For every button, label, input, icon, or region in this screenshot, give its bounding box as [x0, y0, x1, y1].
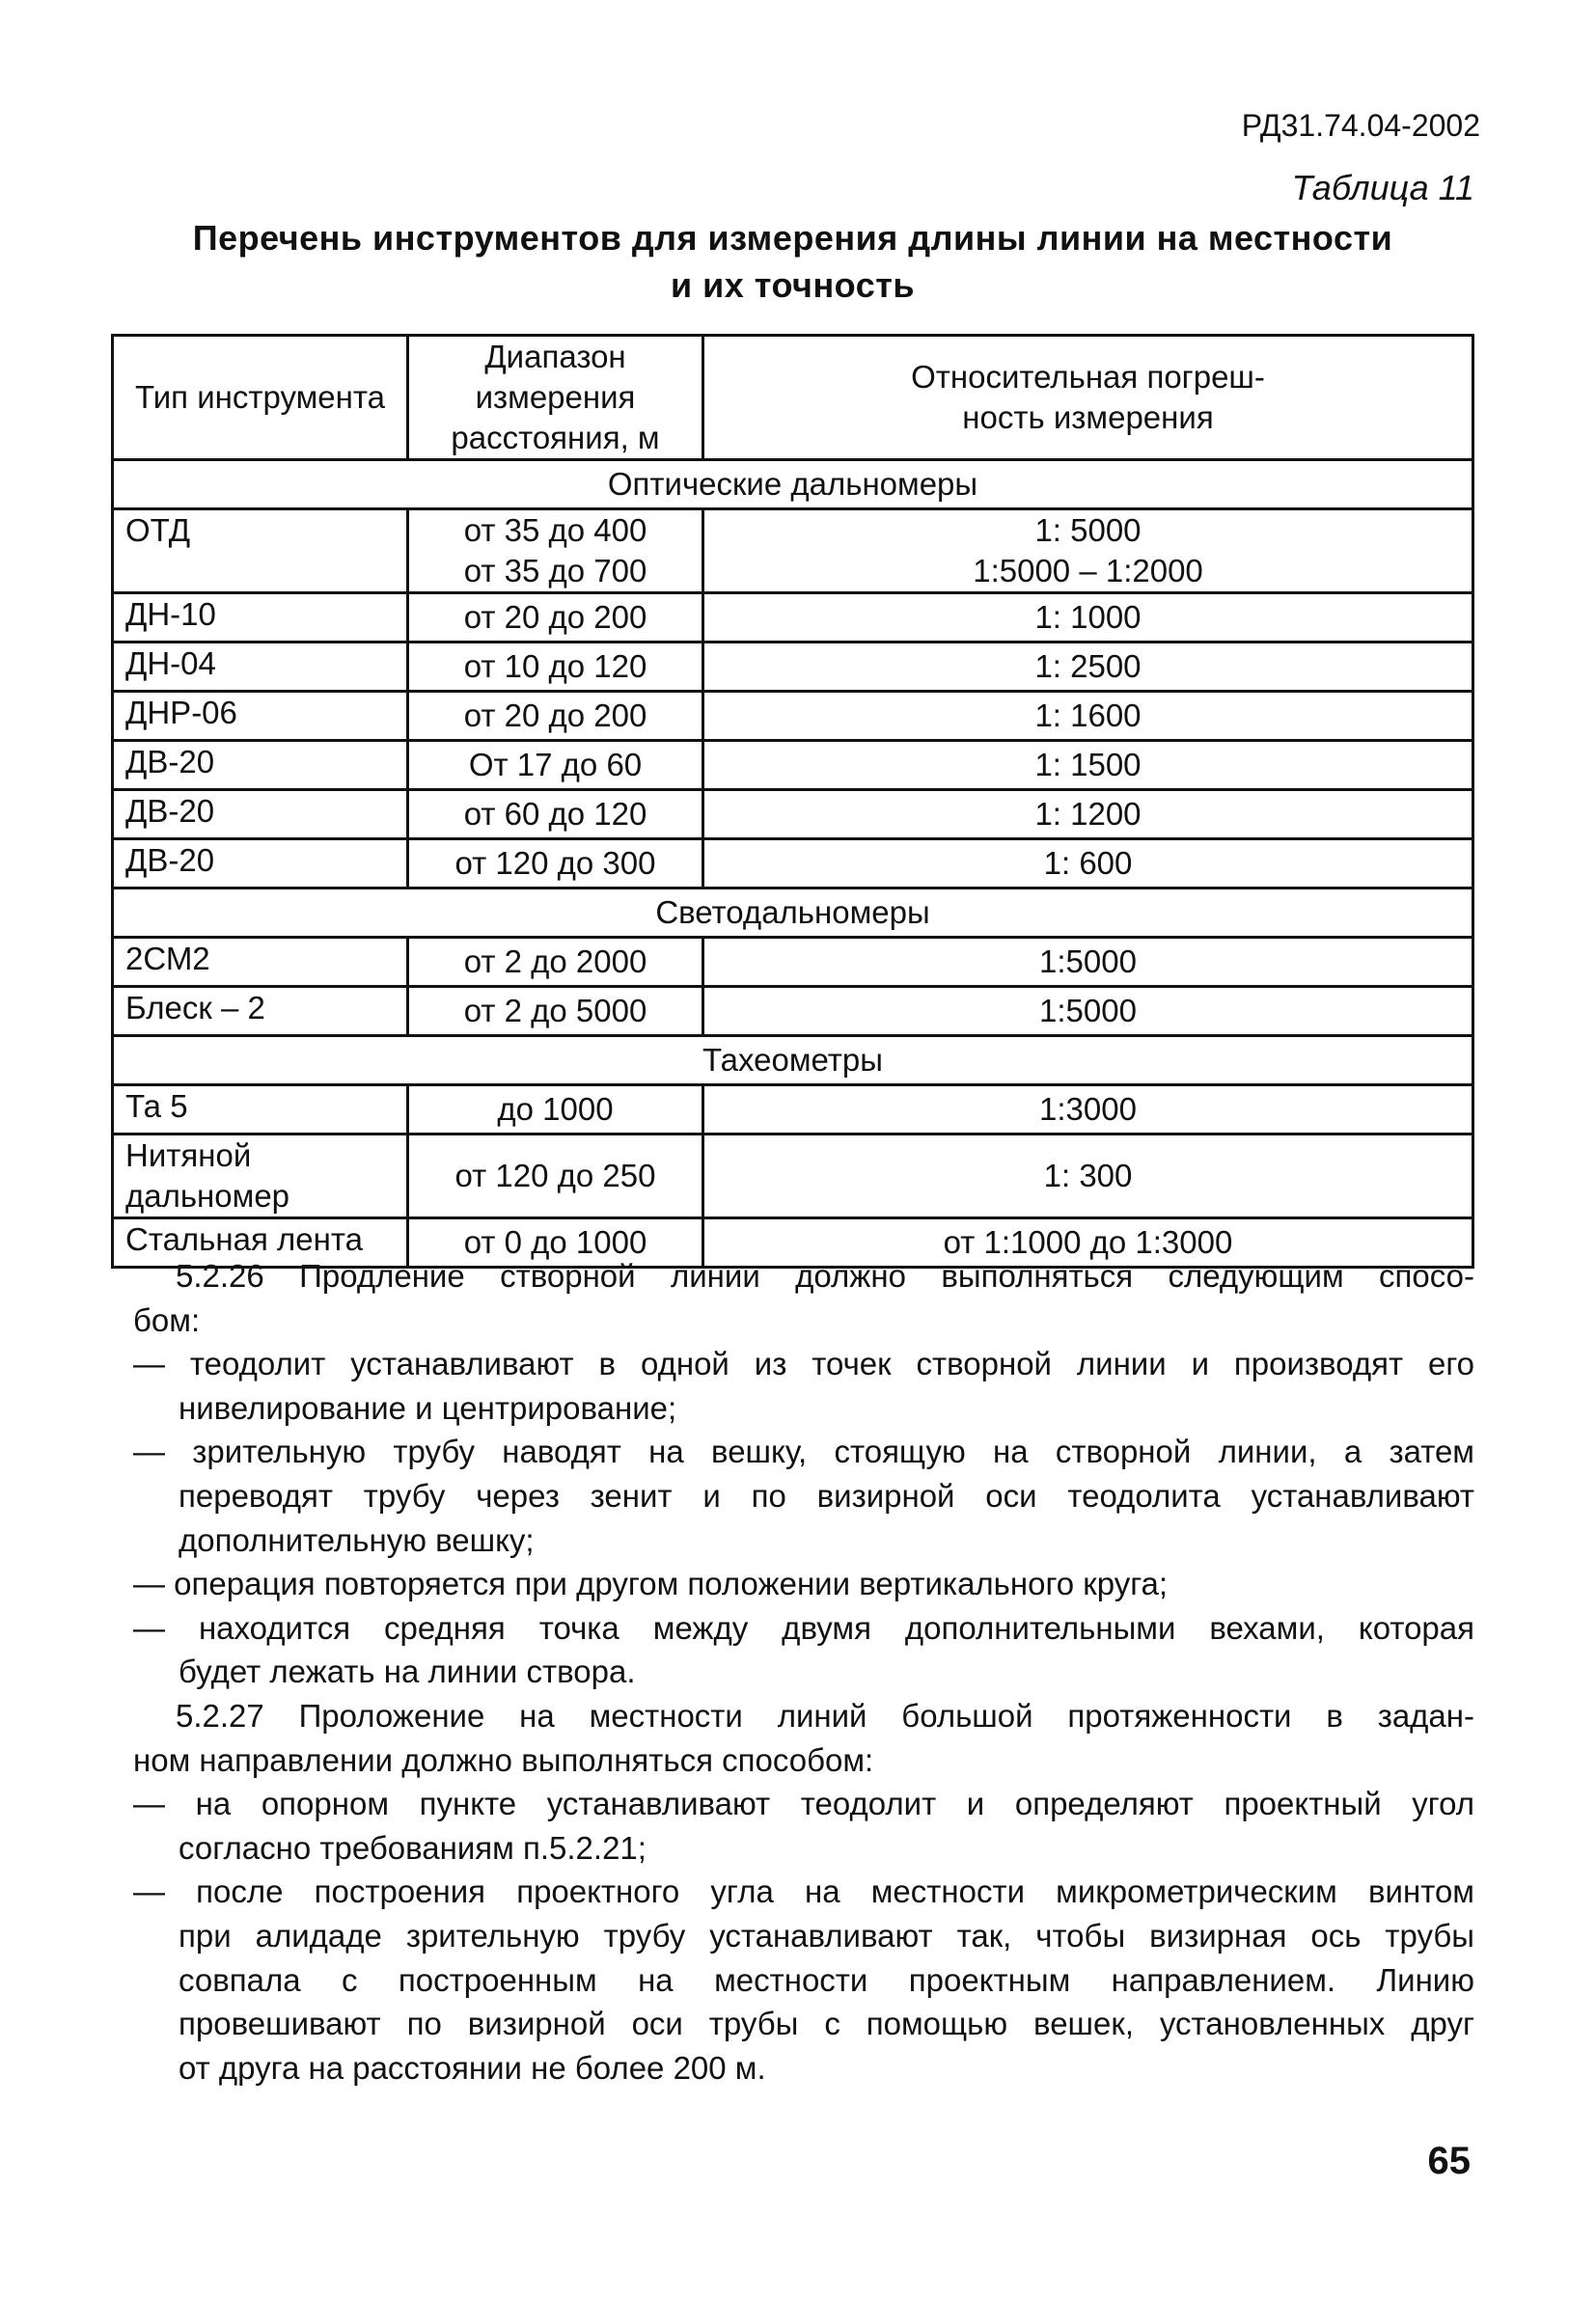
relative-error	[703, 643, 1473, 692]
text-line: — теодолит устанавливают в одной из точек створной линии и производят его	[133, 1346, 1474, 1382]
text-line: 5.2.27 Проложение на местности линий большой протяженности в задан-	[176, 1697, 1474, 1734]
range-value: до 1000	[497, 1091, 614, 1127]
instrument-type: ДВ-20	[113, 790, 408, 839]
measurement-range	[408, 509, 703, 593]
body-text	[133, 1254, 1474, 2090]
error-value: 1:3000	[1039, 1091, 1137, 1127]
text-line: — находится средняя точка между двумя дополнительными вехами, которая	[133, 1609, 1474, 1646]
range-value: от 20 до 200	[463, 599, 647, 635]
column-header-line: Относительная погреш-	[911, 359, 1265, 395]
error-value: 1: 1200	[1034, 796, 1142, 832]
table-row	[113, 839, 1473, 889]
table-title	[111, 214, 1474, 309]
range-value: от 10 до 120	[463, 648, 647, 684]
error-value: 1: 2500	[1034, 648, 1142, 684]
relative-error	[703, 741, 1473, 790]
measurement-range	[408, 1135, 703, 1218]
instrument-type: Нитяной дальномер	[113, 1135, 408, 1218]
relative-error	[703, 790, 1473, 839]
measurement-range	[408, 790, 703, 839]
text-line: согласно требованиям п.5.2.21;	[179, 1829, 647, 1866]
column-header-line: расстояния, м	[451, 420, 660, 455]
error-value: 1:5000 – 1:2000	[973, 553, 1203, 588]
text-line: при алидаде зрительную трубу устанавливают так, чтобы визирная ось трубы	[179, 1917, 1474, 1954]
table-row	[113, 1135, 1473, 1218]
range-value: от 120 до 300	[454, 845, 656, 881]
instrument-type: ДН-04	[113, 643, 408, 692]
table-row	[113, 1085, 1473, 1135]
title-line: и их точность	[671, 265, 915, 305]
range-value: От 17 до 60	[468, 747, 643, 782]
text-line: — после построения проектного угла на местности микрометрическим винтом	[133, 1873, 1474, 1910]
error-value: 1: 1500	[1034, 747, 1142, 782]
column-header-line: Диапазон измерения	[475, 339, 636, 415]
group-row	[113, 889, 1473, 938]
relative-error	[703, 839, 1473, 889]
group-label: Тахеометры	[113, 1036, 1473, 1085]
error-value: 1: 5000	[1034, 512, 1142, 548]
text-line: переводят трубу через зенит и по визирной оси теодолита устанавливают	[179, 1477, 1474, 1514]
range-value: от 2 до 2000	[463, 943, 647, 979]
relative-error	[703, 1085, 1473, 1135]
table-row	[113, 790, 1473, 839]
relative-error	[703, 509, 1473, 593]
title-line: Перечень инструментов для измерения длины линии на местности	[192, 218, 1393, 258]
error-value: 1:5000	[1039, 943, 1137, 979]
group-label: Светодальномеры	[113, 889, 1473, 938]
instrument-type: 2СМ2	[113, 938, 408, 987]
instrument-type: ОТД	[113, 509, 408, 593]
page-number: 65	[1427, 2140, 1471, 2182]
table-row	[113, 938, 1473, 987]
list-item	[133, 1342, 1474, 1430]
error-value: 1: 600	[1043, 845, 1133, 881]
text-line: бом:	[133, 1301, 201, 1338]
instrument-type: ДН-10	[113, 593, 408, 643]
table-header-row	[113, 336, 1473, 460]
list-item	[133, 1606, 1474, 1694]
instrument-type: ДВ-20	[113, 741, 408, 790]
text-line: — на опорном пункте устанавливают теодолит и определяют проектный угол	[133, 1786, 1474, 1822]
measurement-range	[408, 938, 703, 987]
relative-error	[703, 692, 1473, 741]
table-row	[113, 692, 1473, 741]
text-line: провешивают по визирной оси трубы с помощью вешек, установленных друг	[179, 2006, 1474, 2042]
relative-error	[703, 1135, 1473, 1218]
measurement-range	[408, 987, 703, 1036]
range-value: от 0 до 1000	[463, 1224, 647, 1260]
table-row	[113, 593, 1473, 643]
column-header-line: ность измерения	[962, 399, 1214, 435]
table-row	[113, 509, 1473, 593]
measurement-range	[408, 1085, 703, 1135]
group-row	[113, 460, 1473, 509]
text-line: 5.2.26 Продление створной линии должно выполняться следующим спосо-	[176, 1258, 1474, 1294]
range-value: от 35 до 400	[463, 512, 647, 548]
text-line: — операция повторяется при другом положении вертикального круга;	[133, 1566, 1169, 1602]
error-value: от 1:1000 до 1:3000	[943, 1224, 1233, 1260]
column-header	[113, 336, 408, 460]
paragraph	[133, 1694, 1474, 1782]
range-value: от 35 до 700	[463, 553, 647, 588]
list-item	[133, 1562, 1474, 1606]
instrument-type: ДВ-20	[113, 839, 408, 889]
text-line: ном направлении должно выполняться способом:	[133, 1741, 874, 1778]
text-line: совпала с построенным на местности проектным направлением. Линию	[179, 1961, 1474, 1998]
column-header	[408, 336, 703, 460]
table-row	[113, 741, 1473, 790]
group-label: Оптические дальномеры	[113, 460, 1473, 509]
list-item	[133, 1782, 1474, 1870]
measurement-range	[408, 839, 703, 889]
instrument-type: Та 5	[113, 1085, 408, 1135]
instrument-type: Блеск – 2	[113, 987, 408, 1036]
instruments-table	[111, 334, 1474, 1269]
measurement-range	[408, 643, 703, 692]
text-line: от друга на расстоянии не более 200 м.	[179, 2049, 766, 2086]
list-item	[133, 1870, 1474, 2090]
range-value: от 60 до 120	[463, 796, 647, 832]
list-item	[133, 1430, 1474, 1562]
range-value: от 20 до 200	[463, 697, 647, 733]
paragraph	[133, 1254, 1474, 1342]
error-value: 1: 300	[1043, 1158, 1133, 1193]
instrument-type: ДНР-06	[113, 692, 408, 741]
relative-error	[703, 987, 1473, 1036]
text-line: дополнительную вешку;	[179, 1521, 535, 1558]
table-row	[113, 987, 1473, 1036]
table-number: Таблица 11	[1291, 168, 1474, 207]
table-row	[113, 643, 1473, 692]
text-line: нивелирование и центрирование;	[179, 1389, 677, 1426]
column-header-line: Тип инструмента	[135, 379, 385, 415]
error-value: 1: 1600	[1034, 697, 1142, 733]
relative-error	[703, 938, 1473, 987]
document-code: РД31.74.04-2002	[1241, 108, 1480, 143]
text-line: будет лежать на линии створа.	[179, 1654, 636, 1690]
error-value: 1: 1000	[1034, 599, 1142, 635]
instrument-type: Стальная лента	[113, 1218, 408, 1268]
range-value: от 120 до 250	[454, 1158, 656, 1193]
column-header	[703, 336, 1473, 460]
relative-error	[703, 593, 1473, 643]
measurement-range	[408, 741, 703, 790]
measurement-range	[408, 593, 703, 643]
measurement-range	[408, 692, 703, 741]
error-value: 1:5000	[1039, 993, 1137, 1028]
group-row	[113, 1036, 1473, 1085]
text-line: — зрительную трубу наводят на вешку, стоящую на створной линии, а затем	[133, 1434, 1474, 1470]
range-value: от 2 до 5000	[463, 993, 647, 1028]
